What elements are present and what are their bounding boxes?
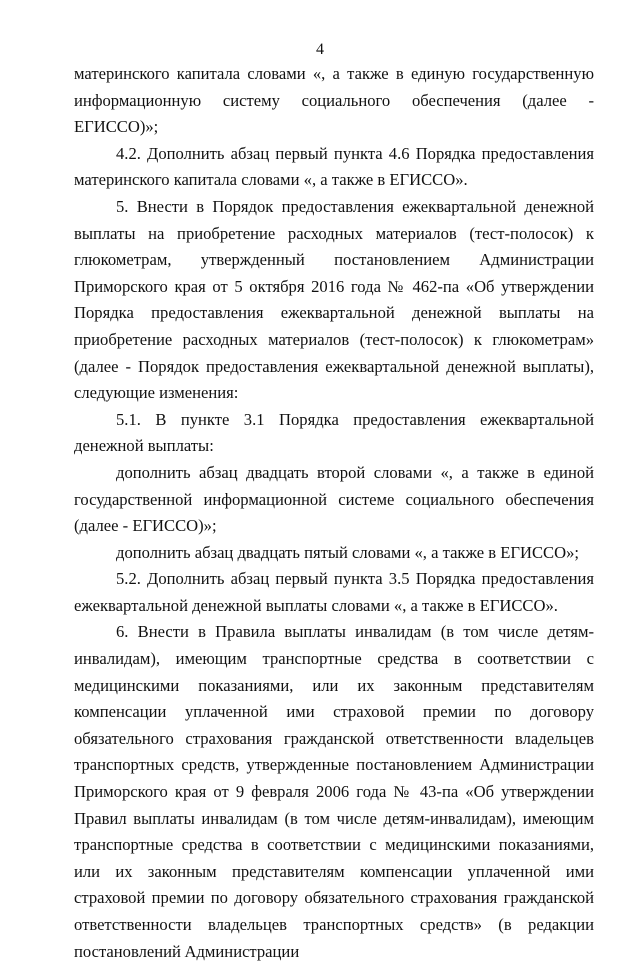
paragraph-5: 5. Внести в Порядок предоставления ежеквартальной денежной выплаты на приобретение расходных материалов (тест-полосок) к глюкометрам, утвержденный постановлением Администрации Приморского края от 5 октября 2016 года № 462-па «Об утверждении Порядка предоставления ежеквартальной денежной выплаты на приобретение расходных материалов (тест-полосок) к глюкометрам» (далее - Порядок предоставления ежеквартальной денежной выплаты), следующие изменения: xyxy=(74,196,594,403)
paragraph-6: 6. Внести в Правила выплаты инвалидам (в том числе детям-инвалидам), имеющим транспортные средства в соответствии с медицинскими показаниями, или их законным представителям компенсации уплаченной ими страховой премии по договору обязательного страхования гражданской ответственности владельцев транспортных средств, утвержденные постановлением Администрации Приморского края от 9 февраля 2006 года № 43-па «Об утверждении Правил выплаты инвалидам (в том числе детям-инвалидам), имеющим транспортные средства в соответствии с медицинскими показаниями, или их законным представителям компенсации уплаченной ими страховой премии по договору обязательного страхования гражданской ответственности владельцев транспортных средств» (в редакции постановлений Администрации xyxy=(74,622,594,961)
page-number: 4 xyxy=(316,41,324,58)
paragraph-5-1-item-25: дополнить абзац двадцать пятый словами «, а также в ЕГИССО»; xyxy=(116,542,579,562)
paragraph-5-1-item-22: дополнить абзац двадцать второй словами «, а также в единой государственной информационной системе социального обеспечения (далее - ЕГИССО)»; xyxy=(74,462,594,536)
paragraph-5-2: 5.2. Дополнить абзац первый пункта 3.5 Порядка предоставления ежеквартальной денежной выплаты словами «, а также в ЕГИССО». xyxy=(74,569,594,615)
paragraph-4-2: 4.2. Дополнить абзац первый пункта 4.6 Порядка предоставления материнского капитала словами «, а также в ЕГИССО». xyxy=(74,143,594,190)
paragraph-continuation: материнского капитала словами «, а также в единую государственную информационную систему социального обеспечения (далее - ЕГИССО)»; xyxy=(74,64,594,137)
paragraph-5-1: 5.1. В пункте 3.1 Порядка предоставления ежеквартальной денежной выплаты: xyxy=(74,409,594,456)
document-body xyxy=(74,61,594,965)
